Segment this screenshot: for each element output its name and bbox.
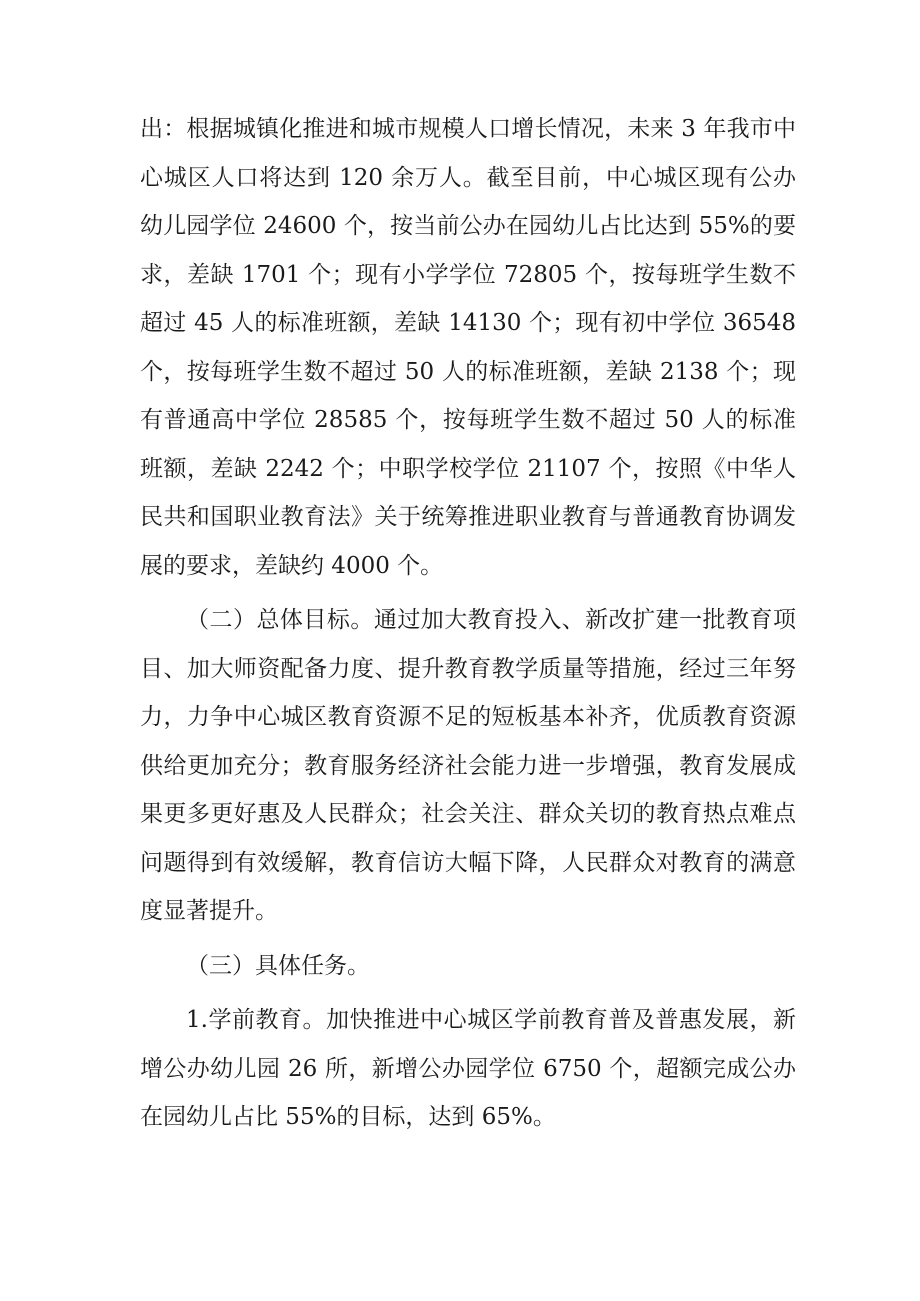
paragraph-specific-tasks-heading: （三）具体任务。 <box>186 952 370 979</box>
paragraph-enrollment-gap: 出：根据城镇化推进和城市规模人口增长情况，未来 3 年我市中心城区人口将达到 120 余万人。截至目前，中心城区现有公办幼儿园学位 24600 个，按当前公办在园幼儿占比达到 55%的要求，差缺 1701 个；现有小学学位 72805 个，按每班学生数不超过 45 人的标准班额，差缺 14130 个；现有初中学位 36548 个，按每班学生数不超过 50 人的标准班额，差缺 2138 个；现有普通高中学位 28585 个，按每班学生数不超过 50 人的标准班额，差缺 2242 个；中职学校学位 21107 个，按照《中华人民共和国职业教育法》关于统筹推进职业教育与普通教育协调发展的要求，差缺约 4000 个。 <box>140 116 796 579</box>
paragraph-overall-goal: （二）总体目标。通过加大教育投入、新改扩建一批教育项目、加大师资配备力度、提升教育教学质量等措施，经过三年努力，力争中心城区教育资源不足的短板基本补齐，优质教育资源供给更加充分；教育服务经济社会能力进一步增强，教育发展成果更多更好惠及人民群众；社会关注、群众关切的教育热点难点问题得到有效缓解，教育信访大幅下降，人民群众对教育的满意度显著提升。 <box>140 607 796 924</box>
document-page <box>140 105 796 1142</box>
paragraph-preschool-education: 1.学前教育。加快推进中心城区学前教育普及普惠发展，新增公办幼儿园 26 所，新增公办园学位 6750 个，超额完成公办在园幼儿占比 55%的目标，达到 65%。 <box>140 1007 796 1130</box>
